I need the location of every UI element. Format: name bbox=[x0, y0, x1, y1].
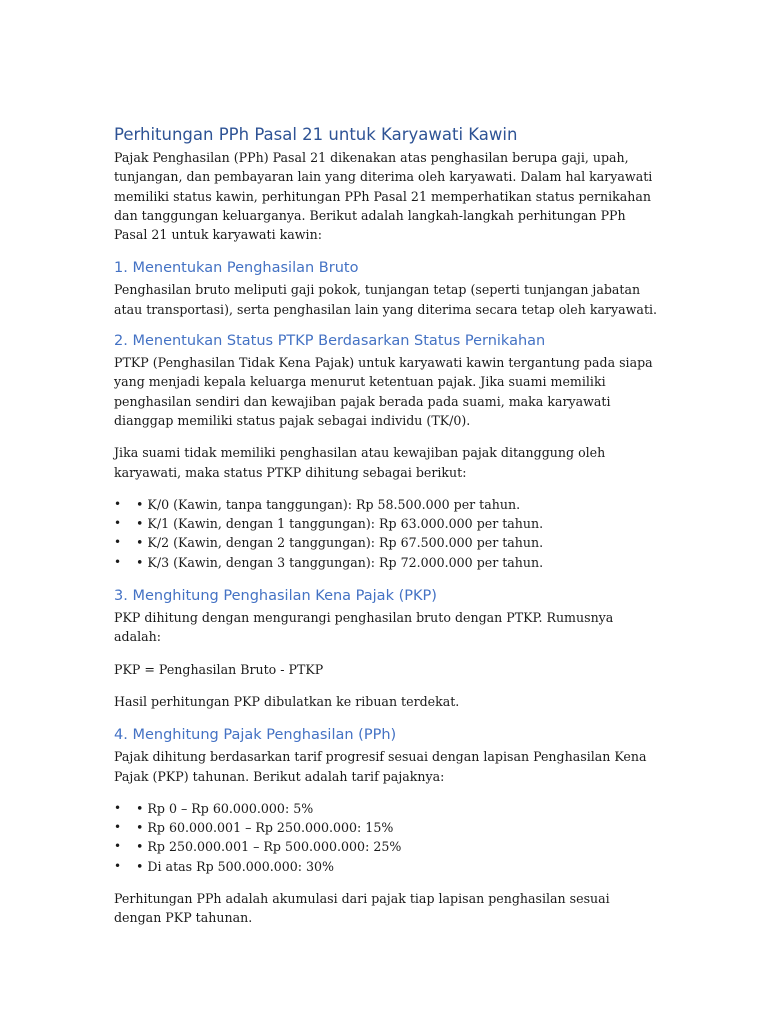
list-item: • • Di atas Rp 500.000.000: 30% bbox=[114, 857, 659, 876]
list-item: • • Rp 60.000.001 – Rp 250.000.000: 15% bbox=[114, 818, 659, 837]
section-heading-3: 3. Menghitung Penghasilan Kena Pajak (PKP) bbox=[114, 588, 437, 605]
list-item: • • K/0 (Kawin, tanpa tanggungan): Rp 58.500.000 per tahun. bbox=[114, 495, 659, 514]
section-4-paragraph-2: Perhitungan PPh adalah akumulasi dari pajak tiap lapisan penghasilan sesuai dengan PKP tahunan. bbox=[114, 891, 610, 926]
ptkp-list bbox=[114, 495, 659, 572]
section-2-paragraph-1: PTKP (Penghasilan Tidak Kena Pajak) untuk karyawati kawin tergantung pada siapa yang menjadi kepala keluarga menurut ketentuan pajak. Jika suami memiliki penghasilan sendiri dan kewajiban pajak berada pada suami, maka karyawati dianggap memiliki status pajak sebagai individu (TK/0). bbox=[114, 355, 653, 428]
section-2-paragraph-2: Jika suami tidak memiliki penghasilan atau kewajiban pajak ditanggung oleh karyawati, maka status PTKP dihitung sebagai berikut: bbox=[114, 445, 606, 480]
list-item: • • K/1 (Kawin, dengan 1 tanggungan): Rp 63.000.000 per tahun. bbox=[114, 514, 659, 533]
document-content bbox=[114, 124, 659, 928]
section-3-paragraph-1: PKP dihitung dengan mengurangi penghasilan bruto dengan PTKP. Rumusnya adalah: bbox=[114, 610, 614, 645]
list-item: • • K/3 (Kawin, dengan 3 tanggungan): Rp 72.000.000 per tahun. bbox=[114, 553, 659, 572]
list-item: • • Rp 0 – Rp 60.000.000: 5% bbox=[114, 799, 659, 818]
tax-rate-list bbox=[114, 799, 659, 876]
bullet-icon: • bbox=[114, 535, 122, 550]
section-4-paragraph-1: Pajak dihitung berdasarkan tarif progresif sesuai dengan lapisan Penghasilan Kena Pajak (PKP) tahunan. Berikut adalah tarif pajaknya: bbox=[114, 749, 647, 784]
bullet-icon: • bbox=[114, 800, 122, 815]
section-heading-4: 4. Menghitung Pajak Penghasilan (PPh) bbox=[114, 727, 397, 744]
bullet-icon: • bbox=[114, 839, 122, 854]
section-1-paragraph: Penghasilan bruto meliputi gaji pokok, tunjangan tetap (seperti tunjangan jabatan atau transportasi), serta penghasilan lain yang diterima secara tetap oleh karyawati. bbox=[114, 282, 658, 317]
bullet-icon: • bbox=[114, 516, 122, 531]
section-3-paragraph-3: Hasil perhitungan PKP dibulatkan ke ribuan terdekat. bbox=[114, 693, 460, 709]
section-heading-2: 2. Menentukan Status PTKP Berdasarkan Status Pernikahan bbox=[114, 333, 546, 350]
document-title: Perhitungan PPh Pasal 21 untuk Karyawati Kawin bbox=[114, 125, 518, 144]
bullet-icon: • bbox=[114, 496, 122, 511]
pkp-formula: PKP = Penghasilan Bruto - PTKP bbox=[114, 661, 324, 677]
intro-paragraph: Pajak Penghasilan (PPh) Pasal 21 dikenakan atas penghasilan berupa gaji, upah, tunjangan, dan pembayaran lain yang diterima oleh karyawati. Dalam hal karyawati memiliki status kawin, perhitungan PPh Pasal 21 memperhatikan status pernikahan dan tanggungan keluarganya. Berikut adalah langkah-langkah perhitungan PPh Pasal 21 untuk karyawati kawin: bbox=[114, 150, 653, 243]
bullet-icon: • bbox=[114, 820, 122, 835]
bullet-icon: • bbox=[114, 554, 122, 569]
list-item: • • Rp 250.000.001 – Rp 500.000.000: 25% bbox=[114, 837, 659, 856]
list-item: • • K/2 (Kawin, dengan 2 tanggungan): Rp 67.500.000 per tahun. bbox=[114, 533, 659, 552]
section-heading-1: 1. Menentukan Penghasilan Bruto bbox=[114, 260, 359, 277]
bullet-icon: • bbox=[114, 858, 122, 873]
